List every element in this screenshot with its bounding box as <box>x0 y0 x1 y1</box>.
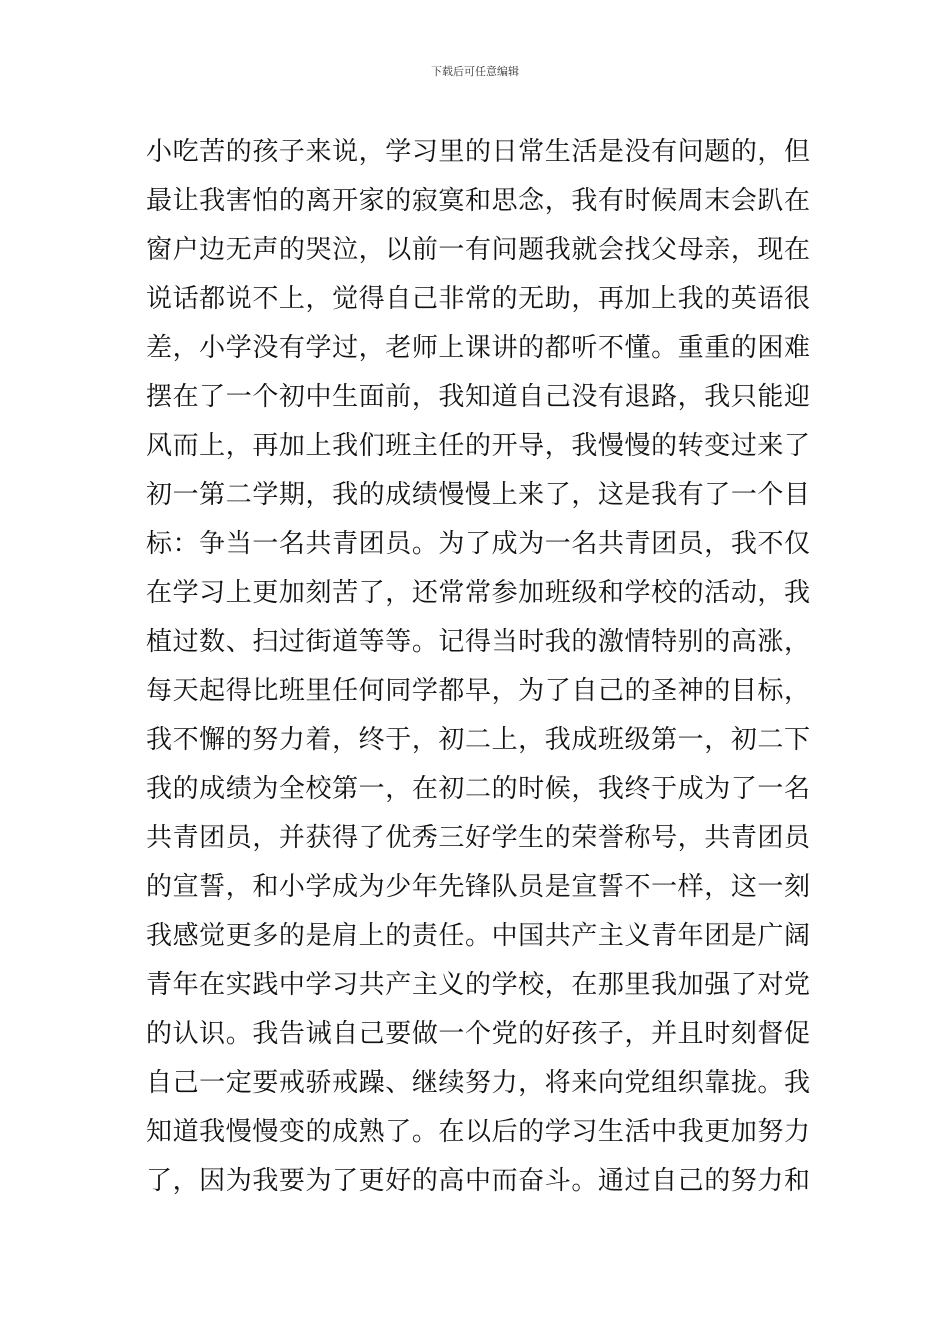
text-line: 每天起得比班里任何同学都早，为了自己的圣神的目标， <box>146 676 810 706</box>
text-line: 共青团员，并获得了优秀三好学生的荣誉称号，共青团员 <box>146 823 810 853</box>
header-note: 下载后可任意编辑 <box>431 65 519 78</box>
text-line: 风而上，再加上我们班主任的开导，我慢慢的转变过来了 <box>146 431 810 461</box>
text-line: 我不懈的努力着，终于，初二上，我成班级第一，初二下 <box>146 725 810 755</box>
text-line: 说话都说不上，觉得自己非常的无助，再加上我的英语很 <box>146 284 810 314</box>
body-text <box>146 128 810 1206</box>
text-line: 青年在实践中学习共产主义的学校，在那里我加强了对党 <box>146 970 810 1000</box>
text-line: 窗户边无声的哭泣，以前一有问题我就会找父母亲，现在 <box>146 235 810 265</box>
text-line: 小吃苦的孩子来说，学习里的日常生活是没有问题的，但 <box>146 137 810 167</box>
text-line: 植过数、扫过街道等等。记得当时我的激情特别的高涨， <box>146 627 810 657</box>
text-line: 的宣誓，和小学成为少年先锋队员是宣誓不一样，这一刻 <box>146 872 810 902</box>
text-line: 差，小学没有学过，老师上课讲的都听不懂。重重的困难 <box>146 333 810 363</box>
text-line: 标：争当一名共青团员。为了成为一名共青团员，我不仅 <box>146 529 810 559</box>
text-line: 知道我慢慢变的成熟了。在以后的学习生活中我更加努力 <box>146 1117 810 1147</box>
text-line: 的认识。我告诫自己要做一个党的好孩子，并且时刻督促 <box>146 1019 810 1049</box>
text-line: 最让我害怕的离开家的寂寞和思念，我有时候周末会趴在 <box>146 186 810 216</box>
text-line: 在学习上更加刻苦了，还常常参加班级和学校的活动，我 <box>146 578 810 608</box>
text-line: 摆在了一个初中生面前，我知道自己没有退路，我只能迎 <box>146 382 810 412</box>
text-line: 我感觉更多的是肩上的责任。中国共产主义青年团是广阔 <box>146 921 810 951</box>
text-line: 自己一定要戒骄戒躁、继续努力，将来向党组织靠拢。我 <box>146 1068 810 1098</box>
text-line: 了，因为我要为了更好的高中而奋斗。通过自己的努力和 <box>146 1166 810 1196</box>
text-line: 我的成绩为全校第一，在初二的时候，我终于成为了一名 <box>146 774 810 804</box>
text-line: 初一第二学期，我的成绩慢慢上来了，这是我有了一个目 <box>146 480 810 510</box>
